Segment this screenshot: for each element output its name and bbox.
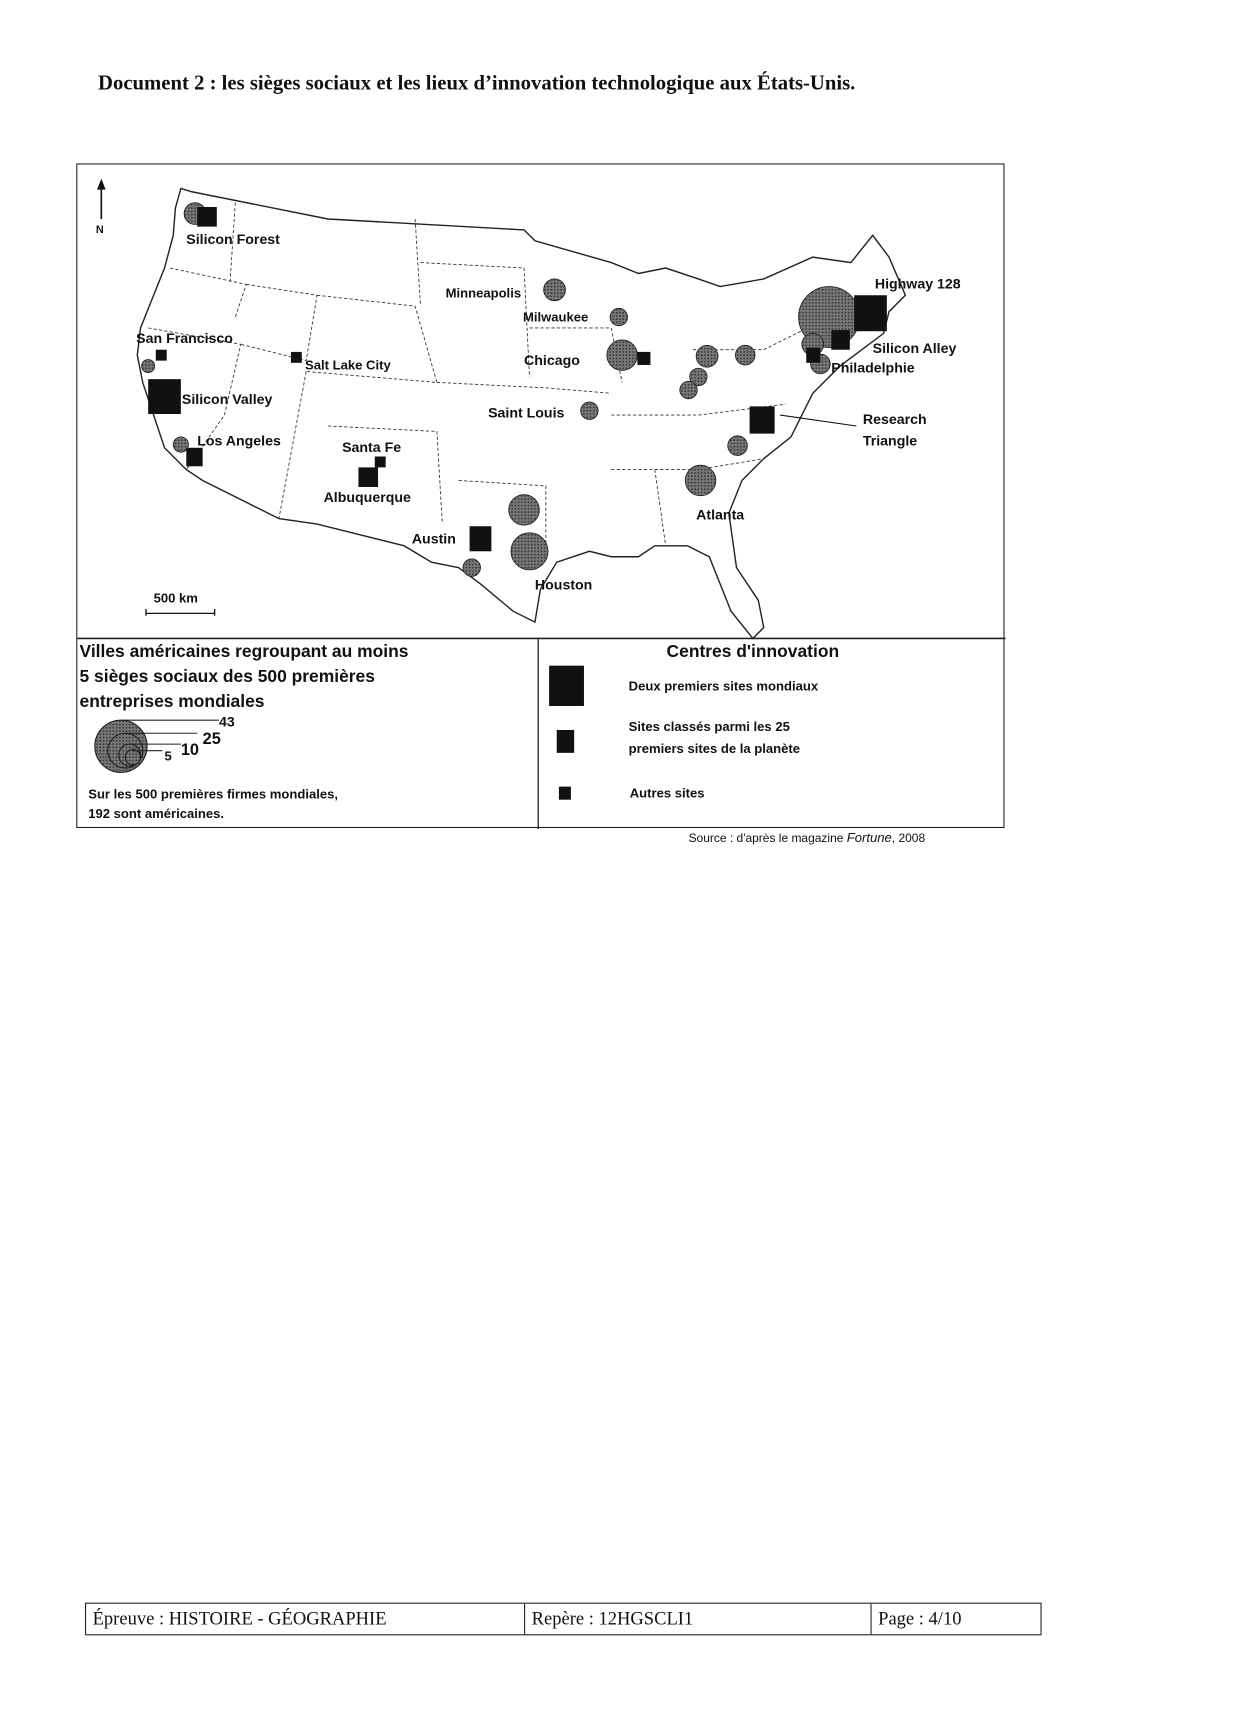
north-label: N xyxy=(95,224,104,237)
hq-circle-chicago xyxy=(607,340,638,371)
legend-hq xyxy=(80,641,409,821)
legend-note-1: Sur les 500 premières firmes mondiales, xyxy=(88,786,339,802)
legend-hq-title-3: entreprises mondiales xyxy=(79,691,265,712)
label-chicago: Chicago xyxy=(524,352,580,369)
label-silicon-alley: Silicon Alley xyxy=(872,340,957,357)
label-philadelphie: Philadelphie xyxy=(831,360,915,377)
hq-circle-saint-louis xyxy=(581,402,598,419)
label-houston: Houston xyxy=(534,577,593,594)
label-silicon-valley: Silicon Valley xyxy=(181,392,273,409)
site-square-silicon-forest xyxy=(197,207,217,227)
hq-circle-cincinnati xyxy=(680,381,697,398)
legend-value-10: 10 xyxy=(180,741,200,760)
hq-circle-san-francisco xyxy=(142,360,155,373)
footer-epreuve: Épreuve : HISTOIRE - GÉOGRAPHIE xyxy=(86,1604,525,1635)
hq-circle-los-angeles xyxy=(173,437,188,452)
label-triangle: Triangle xyxy=(862,433,918,450)
source-note xyxy=(689,830,926,845)
label-silicon-forest: Silicon Forest xyxy=(186,232,280,249)
map-figure xyxy=(76,163,1004,828)
label-austin: Austin xyxy=(411,531,456,548)
site-square-highway-128 xyxy=(854,295,887,331)
label-los-angeles: Los Angeles xyxy=(197,433,281,450)
hq-circle-charlotte xyxy=(728,436,748,456)
site-square-austin xyxy=(470,526,492,551)
source-prefix: Source : d'après le magazine xyxy=(688,832,847,846)
hq-circle-atlanta xyxy=(685,465,716,496)
site-square-chicago xyxy=(637,352,650,365)
legend-square-medium xyxy=(557,730,574,753)
document-title: Document 2 : les sièges sociaux et les lieux d’innovation technologique aux États-Unis. xyxy=(98,71,856,95)
legend-innovation-title: Centres d'innovation xyxy=(666,640,840,661)
site-square-santa-fe xyxy=(375,457,386,468)
hq-circle-san-antonio xyxy=(463,559,480,576)
hq-circle-minneapolis xyxy=(544,279,566,301)
legend-value-25: 25 xyxy=(202,730,221,749)
legend-value-5: 5 xyxy=(164,748,172,764)
label-albuquerque: Albuquerque xyxy=(323,490,411,507)
label-minneapolis: Minneapolis xyxy=(445,285,522,301)
site-square-salt-lake-city xyxy=(291,352,302,363)
site-square-san-francisco xyxy=(156,350,167,361)
legend-item-1: Deux premiers sites mondiaux xyxy=(628,678,819,694)
label-highway-128: Highway 128 xyxy=(874,276,961,293)
scale-bar xyxy=(146,609,215,616)
site-square-philadelphie xyxy=(806,348,820,363)
source-year: , 2008 xyxy=(891,832,926,846)
label-milwaukee: Milwaukee xyxy=(522,309,589,325)
site-square-los-angeles xyxy=(186,448,202,467)
footer-repere: Repère : 12HGSCLI1 xyxy=(525,1604,871,1635)
hq-circle-detroit xyxy=(696,345,718,367)
site-square-silicon-alley xyxy=(831,330,850,350)
hq-circle-dallas xyxy=(509,495,540,526)
legend-item-3: Autres sites xyxy=(629,785,705,801)
page-footer xyxy=(85,1603,1042,1636)
legend-square-small xyxy=(559,787,571,800)
legend-hq-title-1: Villes américaines regroupant au moins xyxy=(79,640,409,661)
label-saint-louis: Saint Louis xyxy=(488,405,565,422)
legend-item-2b: premiers sites de la planète xyxy=(628,740,800,756)
legend-innovation xyxy=(549,641,839,801)
site-square-silicon-valley xyxy=(148,379,181,414)
legend-item-2a: Sites classés parmi les 25 xyxy=(628,719,790,735)
hq-circle-pittsburgh xyxy=(735,345,755,365)
hq-circle-milwaukee xyxy=(610,308,627,325)
label-research: Research xyxy=(862,411,927,428)
scale-label: 500 km xyxy=(153,590,198,606)
label-san-francisco: San Francisco xyxy=(136,331,233,348)
label-salt-lake-city: Salt Lake City xyxy=(305,357,391,373)
source-magazine: Fortune xyxy=(846,830,892,846)
us-map xyxy=(77,165,1005,830)
legend-value-43: 43 xyxy=(218,714,235,731)
legend-square-large xyxy=(549,666,584,706)
label-santa-fe: Santa Fe xyxy=(342,440,402,457)
footer-page: Page : 4/10 xyxy=(878,1608,962,1629)
legend-circle-5 xyxy=(125,750,140,765)
site-square-research-triangle xyxy=(750,406,775,433)
legend-note-2: 192 sont américaines. xyxy=(88,806,225,822)
hq-circle-houston xyxy=(511,533,548,570)
legend-hq-title-2: 5 sièges sociaux des 500 premières xyxy=(79,666,375,687)
label-atlanta: Atlanta xyxy=(696,507,745,524)
north-arrow-icon xyxy=(97,179,106,219)
site-square-albuquerque xyxy=(358,467,378,487)
